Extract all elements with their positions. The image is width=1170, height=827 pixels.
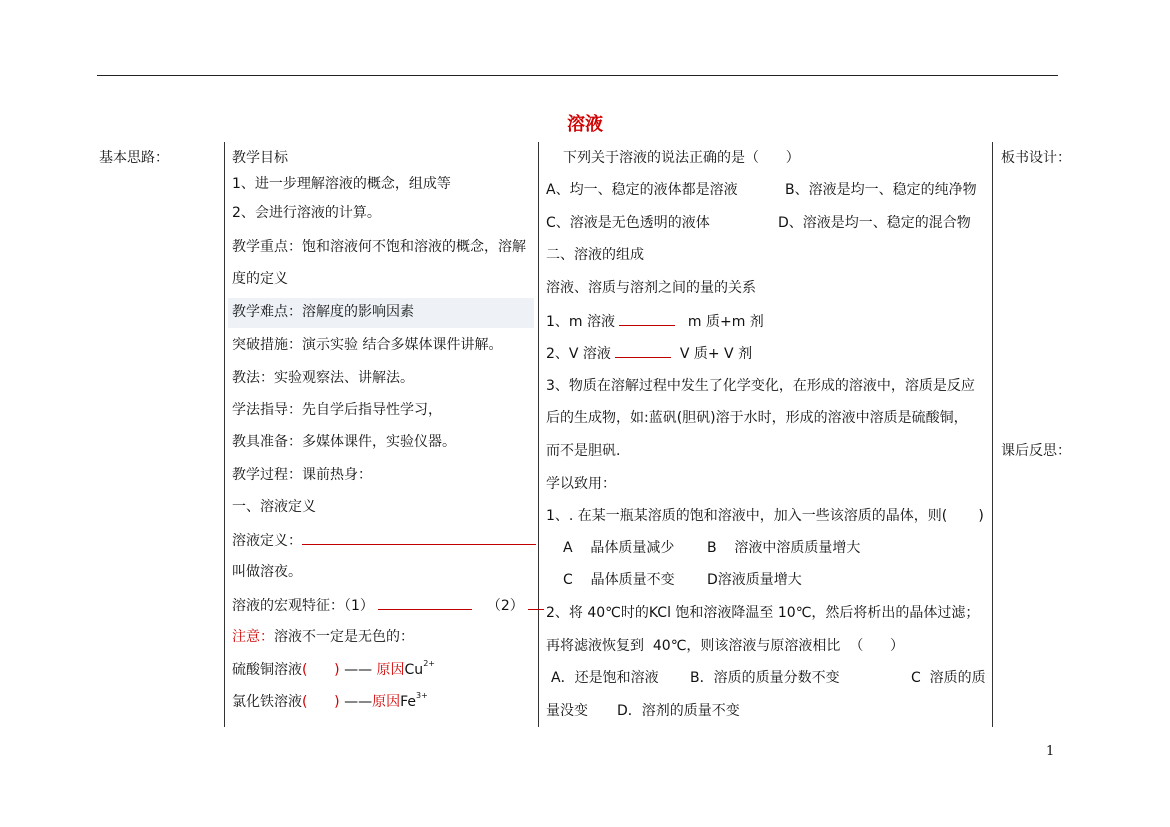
column-divider <box>224 142 225 727</box>
definition-end: 叫做溶夜。 <box>232 564 302 580</box>
key-point-line2: 度的定义 <box>232 271 288 287</box>
cuso4-label: 硫酸铜溶液 <box>232 662 302 678</box>
volume-post: V 质+ V 剂 <box>679 346 753 362</box>
cuso4-reason: 原因 <box>376 662 405 678</box>
goal-2: 2、会进行溶液的计算。 <box>232 205 381 221</box>
note-label: 注意： <box>232 629 274 645</box>
relation-text: 溶液、溶质与溶剂之间的量的关系 <box>546 280 756 296</box>
question-2-c-cont: 量没变 <box>546 703 588 719</box>
definition-label: 溶液定义： <box>232 533 302 549</box>
question-2-a: A．还是饱和溶液 <box>551 670 659 686</box>
question-2-d: D．溶剂的质量不变 <box>617 703 740 719</box>
reflection-label: 课后反思： <box>1001 443 1071 459</box>
column-divider <box>538 142 539 727</box>
macro-features-line <box>232 595 544 616</box>
mass-relation <box>546 311 764 332</box>
fe-charge: 3+ <box>415 691 428 701</box>
macro-2-label: （2） <box>486 598 524 614</box>
section-1-heading: 一、溶液定义 <box>232 499 316 515</box>
study-guide: 学法指导：先自学后指导性学习， <box>232 402 442 418</box>
option-a: A、均一、稳定的液体都是溶液 <box>546 182 738 198</box>
key-point-line1: 教学重点：饱和溶液何不饱和溶液的概念，溶解 <box>232 239 526 255</box>
option-b: B、溶液是均一、稳定的纯净物 <box>785 182 977 198</box>
fe-ion: Fe <box>400 694 416 710</box>
cu-ion: Cu <box>404 662 424 678</box>
cuso4-paren: ( ) <box>302 662 340 678</box>
measures: 突破措施：演示实验 结合多媒体课件讲解。 <box>232 337 503 353</box>
page-number: 1 <box>1046 744 1055 759</box>
question-2-line1: 2、将 40℃时的KCl 饱和溶液降温至 10℃，然后将析出的晶体过滤； <box>546 605 980 621</box>
mass-post: m 质+m 剂 <box>687 314 764 330</box>
question-2-c: C 溶质的质 <box>911 670 986 686</box>
fecl3-dashes: —— <box>344 694 373 710</box>
board-design-label: 板书设计： <box>1001 150 1071 166</box>
tools: 教具准备：多媒体课件，实验仪器。 <box>232 434 456 450</box>
fecl3-line <box>232 692 428 712</box>
fecl3-label: 氯化铁溶液 <box>232 694 302 710</box>
question-1-b: B 溶液中溶质质量增大 <box>707 540 861 556</box>
volume-relation <box>546 343 752 364</box>
goal-1: 1、进一步理解溶液的概念，组成等 <box>232 176 451 192</box>
volume-pre: 2、V 溶液 <box>546 346 611 362</box>
question-1-c: C 晶体质量不变 <box>563 572 675 588</box>
question-2-b: B．溶质的质量分数不变 <box>690 670 840 686</box>
macro-blank-2 <box>528 595 544 610</box>
question-1-d: D溶液质量增大 <box>707 572 802 588</box>
chem-change-line1: 3、物质在溶解过程中发生了化学变化，在形成的溶液中，溶质是反应 <box>546 378 975 394</box>
mass-blank <box>619 311 675 326</box>
question-1-a: A 晶体质量减少 <box>563 540 675 556</box>
cu-charge: 2+ <box>423 659 435 669</box>
chem-change-line3: 而不是胆矾. <box>546 443 621 459</box>
note-line <box>232 627 414 647</box>
apply-heading: 学以致用： <box>546 476 616 492</box>
note-text: 溶液不一定是无色的： <box>274 629 414 645</box>
cuso4-line <box>232 660 435 680</box>
mass-pre: 1、m 溶液 <box>546 314 615 330</box>
teaching-methods: 教法：实验观察法、讲解法。 <box>232 370 414 386</box>
option-c: C、溶液是无色透明的液体 <box>546 215 710 231</box>
volume-blank <box>615 343 671 358</box>
definition-blank <box>302 530 536 545</box>
process: 教学过程：课前热身： <box>232 467 372 483</box>
question-intro: 下列关于溶液的说法正确的是（ ） <box>563 150 800 166</box>
page-title: 溶液 <box>567 114 603 135</box>
question-2-line2: 再将滤液恢复到 40℃，则该溶液与原溶液相比 （ ） <box>546 638 905 654</box>
macro-label: 溶液的宏观特征：（1） <box>232 598 374 614</box>
cuso4-dashes: —— <box>344 662 373 678</box>
difficulty: 教学难点：溶解度的影响因素 <box>232 304 414 320</box>
goal-heading: 教学目标 <box>232 150 288 166</box>
option-d: D、溶液是均一、稳定的混合物 <box>778 215 971 231</box>
question-1: 1、. 在某一瓶某溶质的饱和溶液中，加入一些该溶质的晶体，则( ) <box>546 508 984 524</box>
top-rule <box>97 75 1058 76</box>
chem-change-line2: 后的生成物，如:蓝矾(胆矾)溶于水时，形成的溶液中溶质是硫酸铜， <box>546 410 968 426</box>
column-divider <box>992 142 993 727</box>
macro-blank-1 <box>378 595 472 610</box>
section-2-heading: 二、溶液的组成 <box>546 247 644 263</box>
fecl3-reason: 原因 <box>372 694 401 710</box>
fecl3-paren: ( ) <box>302 694 340 710</box>
basic-idea-label: 基本思路： <box>99 150 169 166</box>
definition-line <box>232 530 536 551</box>
